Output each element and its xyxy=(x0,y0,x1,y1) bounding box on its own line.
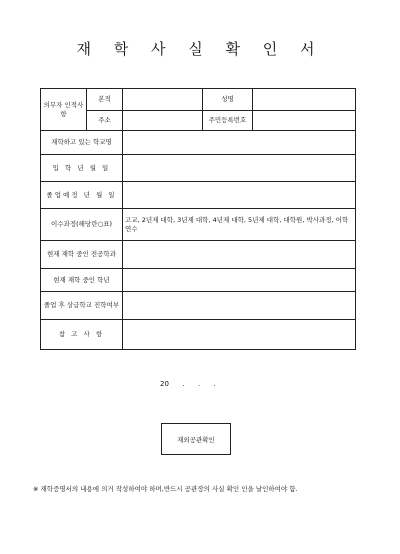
form-row xyxy=(41,320,356,350)
graduation-date-label: 졸업예정 년 월 일 xyxy=(41,182,123,209)
form-row xyxy=(41,131,356,155)
form-row xyxy=(41,292,356,320)
address-field[interactable] xyxy=(123,111,203,131)
origin-field[interactable] xyxy=(123,89,203,111)
grade-label: 현재 재학 중인 학년 xyxy=(41,269,123,292)
major-label: 현재 재학 중인 전공학과 xyxy=(41,241,123,269)
id-number-field[interactable] xyxy=(253,111,356,131)
course-label: 이수과정(해당란○표) xyxy=(41,209,123,241)
admission-date-label: 입 학 년 월 일 xyxy=(41,155,123,182)
origin-label: 본적 xyxy=(87,89,123,111)
admission-date-field[interactable] xyxy=(123,155,356,182)
applicant-info-label: 의무자 인적사항 xyxy=(41,89,87,131)
applicant-row-2 xyxy=(41,111,356,131)
form-row xyxy=(41,182,356,209)
form-row xyxy=(41,241,356,269)
confirmation-form-table xyxy=(40,88,356,350)
address-label: 주소 xyxy=(87,111,123,131)
course-options[interactable]: 고교, 2년제 대학, 3년제 대학, 4년제 대학, 5년제 대학, 대학원, 박사과정, 어학연수 xyxy=(123,209,356,241)
embassy-confirmation-box xyxy=(161,423,231,455)
id-number-label: 주민등록번호 xyxy=(203,111,253,131)
graduation-date-field[interactable] xyxy=(123,182,356,209)
grade-field[interactable] xyxy=(123,269,356,292)
further-study-field[interactable] xyxy=(123,292,356,320)
remarks-field[interactable] xyxy=(123,320,356,350)
school-name-field[interactable] xyxy=(123,131,356,155)
form-row xyxy=(41,269,356,292)
embassy-confirmation-label: 재외공관확인 xyxy=(177,435,215,444)
name-field[interactable] xyxy=(253,89,356,111)
name-label: 성명 xyxy=(203,89,253,111)
major-field[interactable] xyxy=(123,241,356,269)
school-name-label: 재학하고 있는 학교명 xyxy=(41,131,123,155)
date-line[interactable]: 20 . . . xyxy=(160,380,216,388)
footnote: ※ 재학증명서의 내용에 의거 작성하여야 하며,반드시 공관장의 사실 확인 인을 날인하여야 함. xyxy=(33,485,298,493)
remarks-label: 참 고 사 항 xyxy=(41,320,123,350)
document-title: 재 학 사 실 확 인 서 xyxy=(76,40,324,58)
form-row xyxy=(41,155,356,182)
form-row xyxy=(41,209,356,241)
applicant-row-1 xyxy=(41,89,356,111)
further-study-label: 졸업 후 상급학교 진학여부 xyxy=(41,292,123,320)
